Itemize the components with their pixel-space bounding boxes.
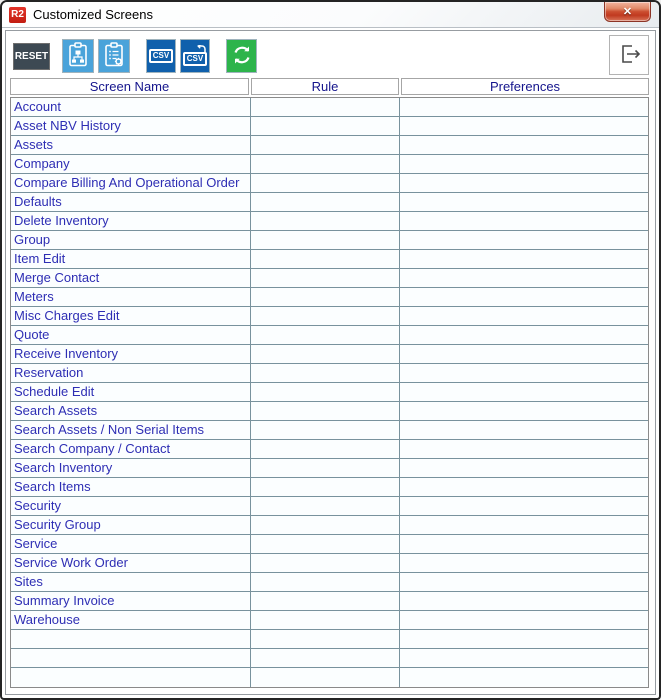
- rule-cell[interactable]: [251, 136, 400, 154]
- screen-name-cell[interactable]: Meters: [11, 288, 251, 306]
- screen-name-cell[interactable]: Service Work Order: [11, 554, 251, 572]
- table-row[interactable]: [11, 288, 648, 307]
- preferences-cell[interactable]: [400, 630, 648, 648]
- preferences-cell[interactable]: [400, 155, 648, 173]
- table-row[interactable]: [11, 611, 648, 630]
- rule-cell[interactable]: [251, 269, 400, 287]
- screen-name-cell[interactable]: Search Assets: [11, 402, 251, 420]
- toolbar: [6, 31, 655, 77]
- clipboard-settings-icon: [103, 42, 125, 71]
- preferences-cell[interactable]: [400, 174, 648, 192]
- rule-cell[interactable]: [251, 98, 400, 116]
- preferences-cell[interactable]: [400, 478, 648, 496]
- rule-cell[interactable]: [251, 231, 400, 249]
- preferences-cell[interactable]: [400, 212, 648, 230]
- rule-cell[interactable]: [251, 478, 400, 496]
- table-row[interactable]: [11, 250, 648, 269]
- screen-name-cell[interactable]: Misc Charges Edit: [11, 307, 251, 325]
- csv-export-icon: CSV: [149, 49, 173, 63]
- rule-cell[interactable]: [251, 440, 400, 458]
- preferences-cell[interactable]: [400, 383, 648, 401]
- screen-name-cell[interactable]: Account: [11, 98, 251, 116]
- screen-name-cell[interactable]: Quote: [11, 326, 251, 344]
- preferences-cell[interactable]: [400, 535, 648, 553]
- screen-name-cell[interactable]: Company: [11, 155, 251, 173]
- preferences-cell[interactable]: [400, 193, 648, 211]
- reset-button[interactable]: RESET: [13, 43, 50, 70]
- window-title: Customized Screens: [33, 7, 153, 22]
- rule-cell[interactable]: [251, 364, 400, 382]
- screen-name-cell[interactable]: Security: [11, 497, 251, 515]
- screen-name-cell[interactable]: Delete Inventory: [11, 212, 251, 230]
- screen-name-cell[interactable]: [11, 630, 251, 648]
- screen-preferences-button[interactable]: [98, 39, 130, 73]
- rule-cell[interactable]: [251, 421, 400, 439]
- column-header-rule[interactable]: Rule: [251, 78, 399, 95]
- csv-import-icon: CSV: [183, 52, 207, 66]
- rule-cell[interactable]: [251, 573, 400, 591]
- rule-cell[interactable]: [251, 174, 400, 192]
- preferences-cell[interactable]: [400, 459, 648, 477]
- table-row[interactable]: [11, 269, 648, 288]
- preferences-cell[interactable]: [400, 668, 648, 687]
- screen-name-cell[interactable]: Receive Inventory: [11, 345, 251, 363]
- preferences-cell[interactable]: [400, 364, 648, 382]
- table-row-empty[interactable]: [11, 649, 648, 668]
- table-row[interactable]: [11, 573, 648, 592]
- table-row[interactable]: [11, 440, 648, 459]
- table-row[interactable]: [11, 326, 648, 345]
- customized-screens-table: [10, 78, 649, 688]
- rule-cell[interactable]: [251, 516, 400, 534]
- rule-cell[interactable]: [251, 326, 400, 344]
- table-row[interactable]: [11, 421, 648, 440]
- preferences-cell[interactable]: [400, 516, 648, 534]
- screen-name-cell[interactable]: Defaults: [11, 193, 251, 211]
- table-row[interactable]: [11, 592, 648, 611]
- table-row[interactable]: [11, 345, 648, 364]
- screen-name-cell[interactable]: Security Group: [11, 516, 251, 534]
- client-area: [5, 30, 656, 695]
- refresh-icon: [231, 44, 253, 69]
- screen-name-cell[interactable]: Search Items: [11, 478, 251, 496]
- screen-name-cell[interactable]: Assets: [11, 136, 251, 154]
- preferences-cell[interactable]: [400, 611, 648, 629]
- screen-name-cell[interactable]: Service: [11, 535, 251, 553]
- rule-cell[interactable]: [251, 155, 400, 173]
- table-row[interactable]: [11, 155, 648, 174]
- table-row[interactable]: [11, 136, 648, 155]
- rule-cell[interactable]: [251, 345, 400, 363]
- preferences-cell[interactable]: [400, 307, 648, 325]
- rule-cell[interactable]: [251, 668, 400, 687]
- screen-rules-button[interactable]: [62, 39, 94, 73]
- rule-cell[interactable]: [251, 402, 400, 420]
- titlebar[interactable]: [2, 2, 659, 28]
- refresh-button[interactable]: [226, 39, 257, 73]
- preferences-cell[interactable]: [400, 117, 648, 135]
- table-row[interactable]: [11, 497, 648, 516]
- table-row[interactable]: [11, 459, 648, 478]
- table-row[interactable]: [11, 117, 648, 136]
- preferences-cell[interactable]: [400, 573, 648, 591]
- rule-cell[interactable]: [251, 212, 400, 230]
- preferences-cell[interactable]: [400, 136, 648, 154]
- table-row[interactable]: [11, 554, 648, 573]
- rule-cell[interactable]: [251, 592, 400, 610]
- table-row[interactable]: [11, 98, 648, 117]
- import-csv-button[interactable]: [180, 39, 210, 73]
- preferences-cell[interactable]: [400, 649, 648, 667]
- preferences-cell[interactable]: [400, 592, 648, 610]
- rule-cell[interactable]: [251, 383, 400, 401]
- table-row-empty[interactable]: [11, 630, 648, 649]
- table-row[interactable]: [11, 516, 648, 535]
- preferences-cell[interactable]: [400, 497, 648, 515]
- column-header-screen-name[interactable]: Screen Name: [10, 78, 249, 95]
- table-row[interactable]: [11, 402, 648, 421]
- screen-name-cell[interactable]: Search Assets / Non Serial Items: [11, 421, 251, 439]
- screen-name-cell[interactable]: Search Company / Contact: [11, 440, 251, 458]
- table-body: [10, 97, 649, 688]
- exit-button[interactable]: [609, 35, 649, 75]
- table-header: [10, 78, 649, 97]
- app-icon: R2: [9, 7, 26, 23]
- rule-cell[interactable]: [251, 554, 400, 572]
- screen-name-cell[interactable]: Search Inventory: [11, 459, 251, 477]
- rule-cell[interactable]: [251, 497, 400, 515]
- table-row[interactable]: [11, 174, 648, 193]
- preferences-cell[interactable]: [400, 288, 648, 306]
- rule-cell[interactable]: [251, 193, 400, 211]
- table-row-empty[interactable]: [11, 668, 648, 687]
- rule-cell[interactable]: [251, 288, 400, 306]
- exit-icon: [616, 55, 642, 70]
- screen-name-cell[interactable]: Merge Contact: [11, 269, 251, 287]
- rule-cell[interactable]: [251, 611, 400, 629]
- preferences-cell[interactable]: [400, 421, 648, 439]
- screen-name-cell[interactable]: Asset NBV History: [11, 117, 251, 135]
- rule-cell[interactable]: [251, 117, 400, 135]
- screen-name-cell[interactable]: [11, 649, 251, 667]
- table-row[interactable]: [11, 478, 648, 497]
- rule-cell[interactable]: [251, 649, 400, 667]
- screen-name-cell[interactable]: [11, 668, 251, 687]
- preferences-cell[interactable]: [400, 402, 648, 420]
- preferences-cell[interactable]: [400, 554, 648, 572]
- screen-name-cell[interactable]: Sites: [11, 573, 251, 591]
- table-row[interactable]: [11, 535, 648, 554]
- rule-cell[interactable]: [251, 307, 400, 325]
- column-header-preferences[interactable]: Preferences: [401, 78, 649, 95]
- screen-name-cell[interactable]: Compare Billing And Operational Order: [11, 174, 251, 192]
- rule-cell[interactable]: [251, 459, 400, 477]
- screen-name-cell[interactable]: Summary Invoice: [11, 592, 251, 610]
- preferences-cell[interactable]: [400, 440, 648, 458]
- table-row[interactable]: [11, 193, 648, 212]
- table-row[interactable]: [11, 212, 648, 231]
- clipboard-hierarchy-icon: [67, 42, 89, 71]
- close-button[interactable]: [604, 2, 651, 22]
- import-arrow-icon: [193, 42, 207, 57]
- close-icon: ✕: [622, 5, 633, 18]
- table-row[interactable]: [11, 231, 648, 250]
- rule-cell[interactable]: [251, 535, 400, 553]
- screen-name-cell[interactable]: Reservation: [11, 364, 251, 382]
- screen-name-cell[interactable]: Group: [11, 231, 251, 249]
- table-row[interactable]: [11, 383, 648, 402]
- table-row[interactable]: [11, 364, 648, 383]
- screen-name-cell[interactable]: Warehouse: [11, 611, 251, 629]
- preferences-cell[interactable]: [400, 269, 648, 287]
- preferences-cell[interactable]: [400, 250, 648, 268]
- preferences-cell[interactable]: [400, 231, 648, 249]
- table-row[interactable]: [11, 307, 648, 326]
- preferences-cell[interactable]: [400, 98, 648, 116]
- export-csv-button[interactable]: [146, 39, 176, 73]
- rule-cell[interactable]: [251, 250, 400, 268]
- screen-name-cell[interactable]: Item Edit: [11, 250, 251, 268]
- preferences-cell[interactable]: [400, 326, 648, 344]
- screen-name-cell[interactable]: Schedule Edit: [11, 383, 251, 401]
- preferences-cell[interactable]: [400, 345, 648, 363]
- rule-cell[interactable]: [251, 630, 400, 648]
